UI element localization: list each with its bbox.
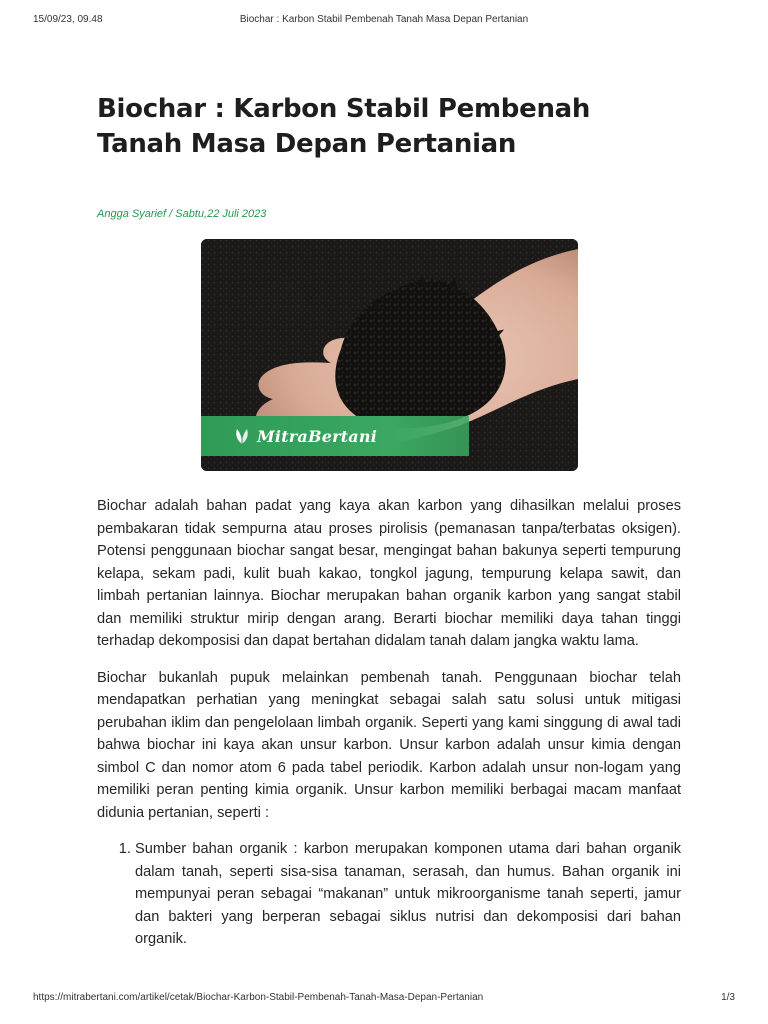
print-date: 15/09/23, 09.48 (33, 14, 103, 25)
article-title-line-1: Biochar : Karbon Stabil Pembenah (97, 94, 591, 124)
article (97, 92, 681, 951)
page-number: 1/3 (721, 992, 735, 1003)
benefits-list (97, 838, 681, 951)
paragraph: Biochar bukanlah pupuk melainkan pembenah tanah. Penggunaan biochar telah mendapatkan perhatian yang meningkat sebagai salah satu solusi untuk mitigasi perubahan iklim dan pengelolaan limbah organik. Seperti yang kami singgung di awal tadi bahwa biochar ini kaya akan unsur karbon. Unsur karbon adalah unsur kimia dengan simbol C dan nomor atom 6 pada tabel periodik. Karbon adalah unsur non-logam yang memiliki peran penting kimia organik. Unsur karbon memiliki berbagai macam manfaat didunia pertanian, seperti : (97, 669, 681, 821)
brand-banner (201, 416, 469, 456)
leaf-logo-icon (231, 426, 253, 446)
article-title-line-2: Tanah Masa Depan Pertanian (97, 129, 517, 159)
paragraph: Biochar adalah bahan padat yang kaya akan karbon yang dihasilkan melalui proses pembakaran tidak sempurna atau proses pirolisis (pemanasan tanpa/terbatas oksigen). Potensi penggunaan biochar sangat besar, mengingat bahan bakunya seperti tempurung kelapa, sekam padi, kulit buah kakao, tongkol jagung, tempurung kelapa sawit, dan limbah pertanian lainnya. Biochar merupakan bahan organik karbon yang sangat stabil dan memiliki struktur mirip dengan arang. Berarti biochar memiliki daya tahan tinggi terhadap dekomposisi dan dapat bertahan didalam tanah dalam jangka waktu lama. (97, 498, 681, 649)
brand-logo-text: MitraBertani (257, 426, 377, 446)
list-item: 1. Sumber bahan organik : karbon merupakan komponen utama dari bahan organik dalam tanah, seperti sisa-sisa tanaman, serasah, dan humus. Bahan organik ini mempunyai peran sebagai “makanan” untuk mikroorganisme tanah seperti, jamur dan bakteri yang berperan sebagai siklus nutrisi dan dekomposisi dari bahan organik. (135, 838, 681, 951)
hero-image (201, 239, 578, 471)
article-body (97, 495, 681, 951)
print-doc-title: Biochar : Karbon Stabil Pembenah Tanah Masa Depan Pertanian (239, 14, 529, 25)
print-url: https://mitrabertani.com/artikel/cetak/Biochar-Karbon-Stabil-Pembenah-Tanah-Masa-Depan-Pertanian (33, 992, 484, 1003)
article-title (97, 92, 681, 162)
article-byline: Angga Syarief / Sabtu,22 Juli 2023 (97, 208, 267, 220)
